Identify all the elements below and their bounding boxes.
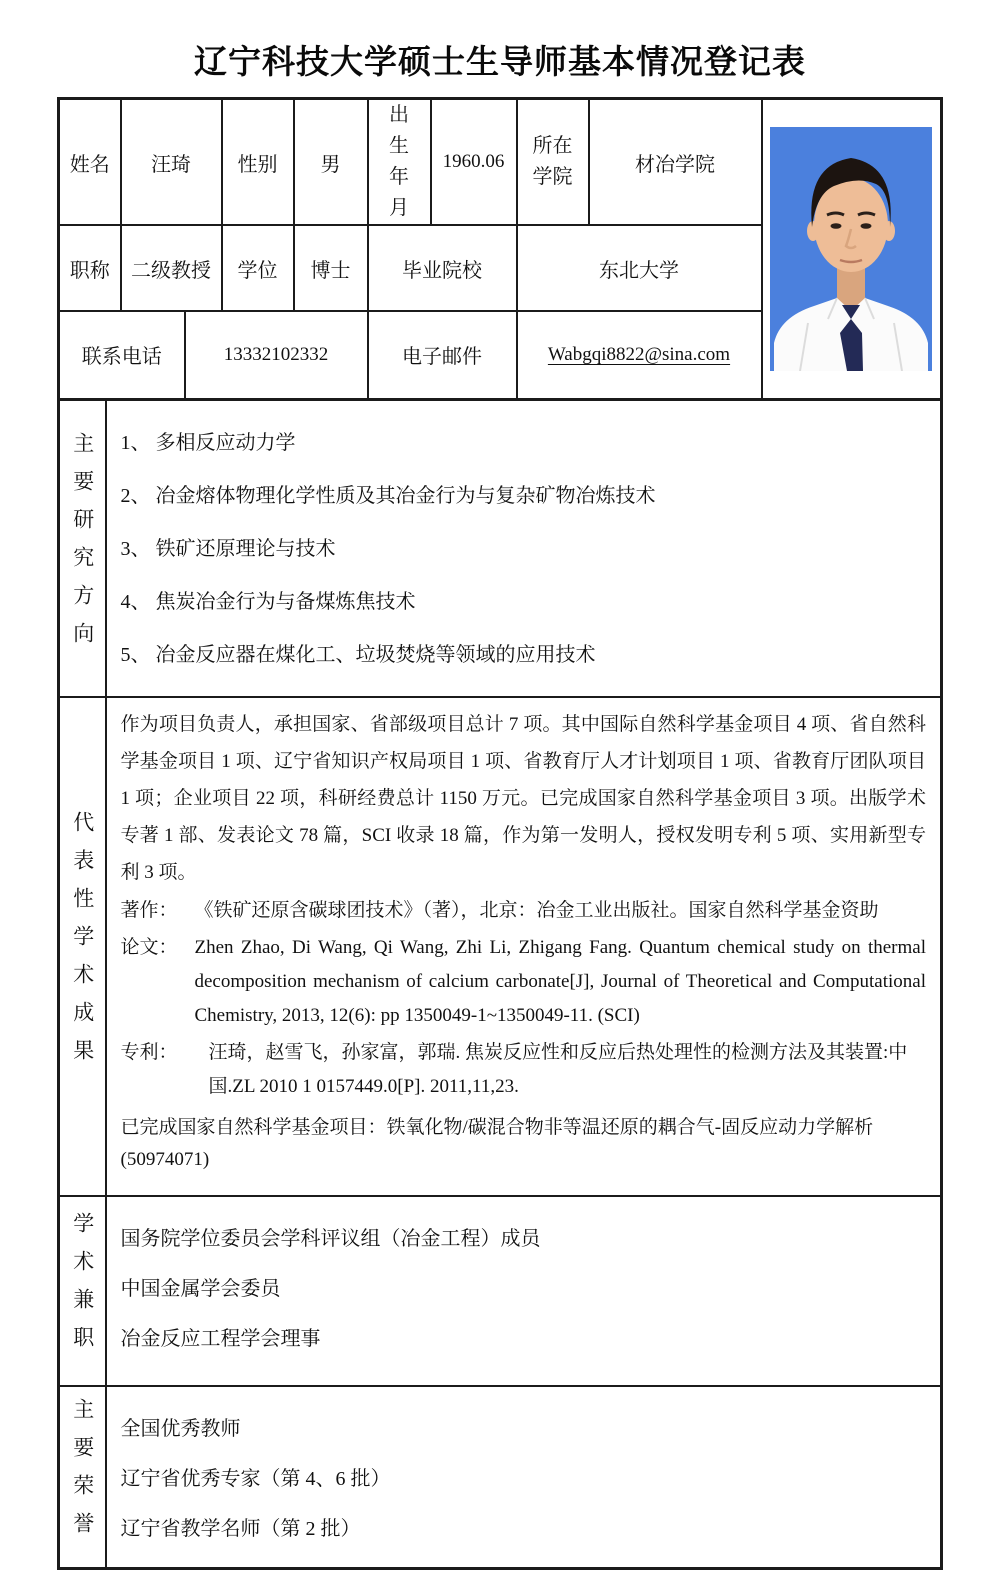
research-item: 2、 冶金熔体物理化学性质及其冶金行为与复杂矿物冶炼技术 (121, 484, 927, 508)
photo-ear-right (883, 221, 895, 241)
achievements-section (59, 697, 942, 1196)
book-label: 著作： (121, 894, 195, 928)
photo-cell (762, 99, 942, 400)
research-content (106, 399, 942, 697)
honor-item: 辽宁省优秀专家（第 4、6 批） (121, 1467, 927, 1492)
research-item: 4、 焦炭冶金行为与备煤炼焦技术 (121, 590, 927, 614)
positions-section (59, 1196, 942, 1386)
research-item: 3、 铁矿还原理论与技术 (121, 537, 927, 561)
info-table (57, 97, 943, 401)
page-title: 辽宁科技大学硕士生导师基本情况登记表 (0, 36, 1000, 83)
achievements-summary: 作为项目负责人，承担国家、省部级项目总计 7 项。其中国际自然科学基金项目 4 项、省自然科学基金项目 1 项、辽宁省知识产权局项目 1 项、省教育厅人才计划项目 1 项、省教育厅团队项目 1 项；企业项目 22 项，科研经费总计 1150 万元。已完成国家自然科学基金项目 3 项。出版学术专著 1 部、发表论文 78 篇，SCI 收录 18 篇，作为第一发明人，授权发明专利 5 项、实用新型专利 3 项。 (121, 706, 927, 891)
college-label: 所在学院 (517, 99, 589, 226)
birth-label: 出生年月 (368, 99, 431, 226)
positions-section-label-cell (59, 1196, 106, 1386)
honors-list (121, 1387, 927, 1542)
positions-section-label: 学术兼职 (72, 1212, 93, 1364)
completed-project-text: 已完成国家自然科学基金项目：铁氧化物/碳混合物非等温还原的耦合气-固反应动力学解析(50974071) (121, 1112, 927, 1176)
form-table-wrapper (57, 97, 943, 1570)
achievements-content (106, 697, 942, 1196)
birth-value: 1960.06 (431, 99, 517, 226)
research-section (59, 399, 942, 697)
patent-entry (121, 1036, 927, 1104)
honor-item: 全国优秀教师 (121, 1417, 927, 1442)
paper-text: Zhen Zhao, Di Wang, Qi Wang, Zhi Li, Zhigang Fang. Quantum chemical study on thermal decomposition mechanism of calcium carbonate[J], Journal of Theoretical and Computational Chemistry, 2013, 12(6): pp 1350049-1~1350049-11. (SCI) (195, 931, 927, 1033)
patent-text: 汪琦，赵雪飞，孙家富，郭瑞. 焦炭反应性和反应后热处理性的检测方法及其装置:中国.ZL 2010 1 0157449.0[P]. 2011,11,23. (195, 1036, 927, 1104)
school-label: 毕业院校 (368, 225, 517, 311)
email-cell (517, 311, 762, 399)
phone-value: 13332102332 (185, 311, 368, 399)
achievements-section-label: 代表性学术成果 (72, 811, 93, 1077)
research-item: 1、 多相反应动力学 (121, 431, 927, 455)
gender-value: 男 (294, 99, 368, 226)
portrait-photo (763, 120, 941, 378)
achievements-section-label-cell (59, 697, 106, 1196)
honors-section-label: 主要荣誉 (72, 1398, 93, 1550)
book-entry (121, 894, 927, 928)
book-text: 《铁矿还原含碳球团技术》（著），北京：冶金工业出版社。国家自然科学基金资助 (195, 894, 927, 928)
patent-label: 专利： (121, 1036, 195, 1104)
college-value: 材冶学院 (589, 99, 762, 226)
info-row-1 (59, 99, 942, 226)
research-section-label-cell (59, 399, 106, 697)
prof-title-value: 二级教授 (121, 225, 222, 311)
positions-list (121, 1197, 927, 1352)
prof-title-label: 职称 (59, 225, 121, 311)
sections-table (57, 398, 943, 1570)
photo-eye-left (831, 223, 842, 229)
phone-label: 联系电话 (59, 311, 185, 399)
positions-content (106, 1196, 942, 1386)
name-value: 汪琦 (121, 99, 222, 226)
honor-item: 辽宁省教学名师（第 2 批） (121, 1517, 927, 1542)
photo-eye-right (861, 223, 872, 229)
paper-label: 论文： (121, 931, 195, 1033)
honors-section-label-cell (59, 1386, 106, 1569)
email-label: 电子邮件 (368, 311, 517, 399)
position-item: 中国金属学会委员 (121, 1277, 927, 1302)
research-section-label: 主要研究方向 (72, 432, 93, 660)
research-item: 5、 冶金反应器在煤化工、垃圾焚烧等领域的应用技术 (121, 643, 927, 667)
degree-label: 学位 (222, 225, 294, 311)
gender-label: 性别 (222, 99, 294, 226)
photo-ear-left (807, 221, 819, 241)
position-item: 冶金反应工程学会理事 (121, 1327, 927, 1352)
paper-entry (121, 931, 927, 1033)
email-value[interactable]: Wabgqi8822@sina.com (548, 344, 730, 365)
position-item: 国务院学位委员会学科评议组（冶金工程）成员 (121, 1227, 927, 1252)
honors-section (59, 1386, 942, 1569)
school-value: 东北大学 (517, 225, 762, 311)
research-list (121, 401, 927, 667)
honors-content (106, 1386, 942, 1569)
name-label: 姓名 (59, 99, 121, 226)
degree-value: 博士 (294, 225, 368, 311)
